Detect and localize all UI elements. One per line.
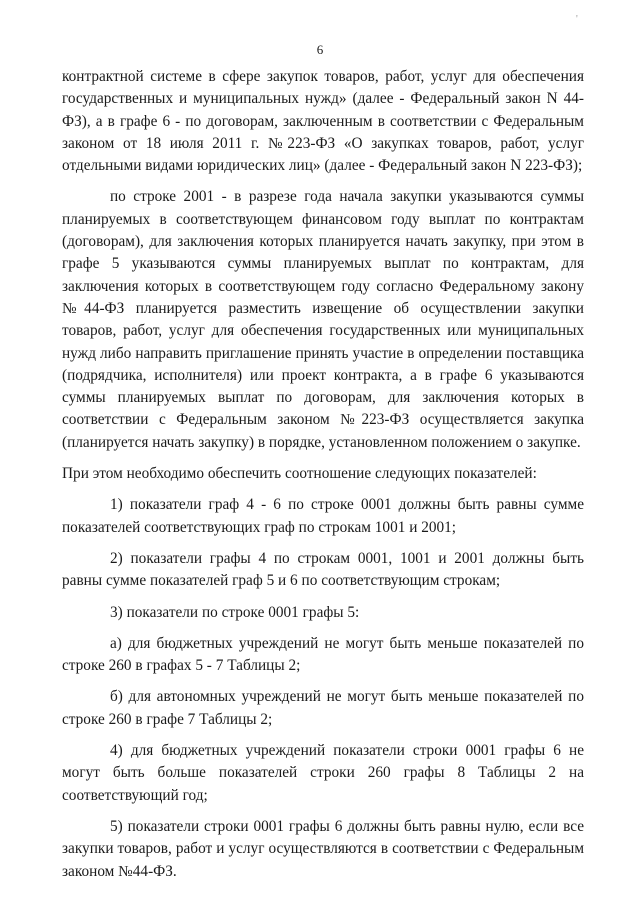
list-item-3b: б) для автономных учреждений не могут быть меньше показателей по строке 260 в графе 7 Таблицы 2; [62,688,584,728]
paragraph-row-2001: по строке 2001 - в разрезе года начала закупки указываются суммы планируемых в соответствующем финансовом году выплат по контрактам (договорам), для заключения которых планируется начать закупку, при этом в графе 5 указываются суммы планируемых выплат по контрактам, для заключения которых в соответствующем году согласно Федеральному закону №44-ФЗ планируется разместить извещение об осуществлении закупки товаров, работ, услуг для обеспечения государственных или муниципальных нужд либо направить приглашение принять участие в определении поставщика (подрядчика, исполнителя) или проект контракта, а в графе 6 указываются суммы планируемых выплат по договорам, для заключения которых в соответствии с Федеральным законом №223-ФЗ осуществляется закупка (планируется начать закупку) в порядке, установленном положением о закупке. [62,188,584,451]
list-item-3a: а) для бюджетных учреждений не могут быть меньше показателей по строке 260 в графах 5 - 7 Таблицы 2; [62,634,584,675]
list-item-3: 3) показатели по строке 0001 графы 5: [110,603,360,621]
list-item-4: 4) для бюджетных учреждений показатели строки 0001 графы 6 не могут быть больше показателей строки 260 графы 8 Таблицы 2 на соответствующий год; [62,742,584,804]
list-item-5: 5) показатели строки 0001 графы 6 должны быть равны нулю, если все закупки товаров, работ и услуг осуществляются в соответствии с Федеральным законом №44-ФЗ. [62,817,584,880]
paragraph-ratio-intro: При этом необходимо обеспечить соотношение следующих показателей: [62,465,537,483]
list-item-2: 2) показатели графы 4 по строкам 0001, 1001 и 2001 должны быть равны сумме показателей граф 5 и 6 по соответствующим строкам; [62,549,584,590]
document-body [62,66,584,883]
page-number: 6 [316,42,324,57]
list-item-1: 1) показатели граф 4 - 6 по строке 0001 должны быть равны сумме показателей соответствующих граф по строкам 1001 и 2001; [62,496,584,536]
scan-speck: ' [576,14,578,25]
paragraph-continuation: контрактной системе в сфере закупок товаров, работ, услуг для обеспечения государственных и муниципальных нужд» (далее - Федеральный закон N 44-ФЗ), а в графе 6 - по договорам, заключенным в соответствии с Федеральным законом от 18 июля 2011 г. №223-ФЗ «О закупках товаров, работ, услуг отдельными видами юридических лиц» (далее - Федеральный закон N 223-ФЗ); [62,68,584,175]
